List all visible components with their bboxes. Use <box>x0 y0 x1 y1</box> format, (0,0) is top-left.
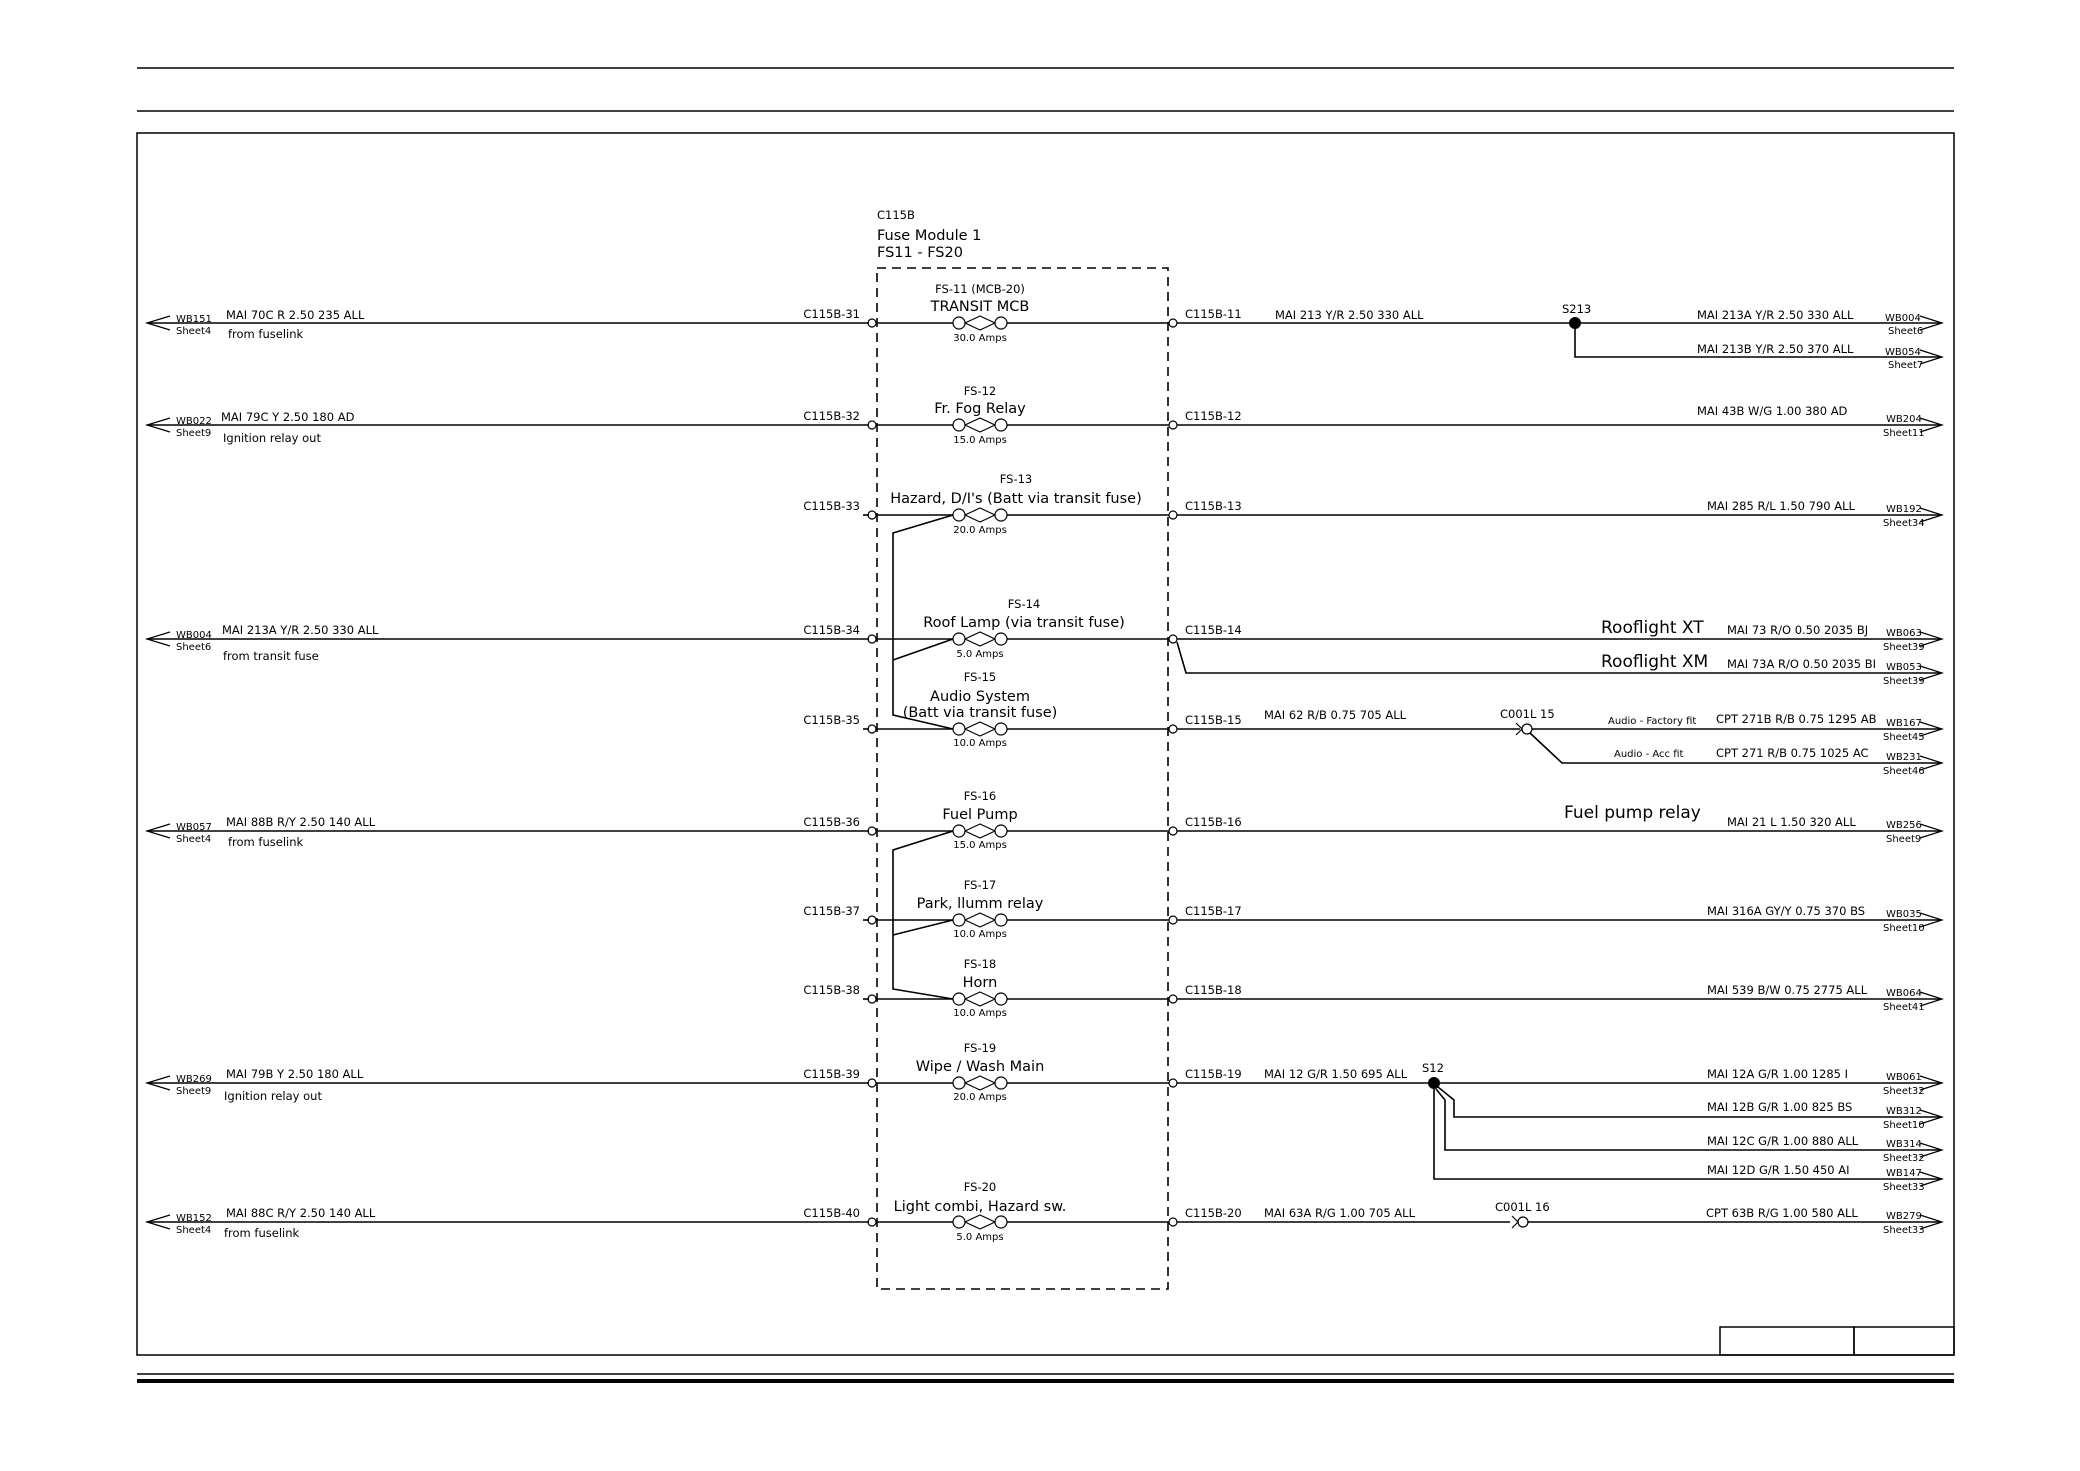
left-pin: C115B-36 <box>803 815 860 829</box>
fuse-code: FS-12 <box>963 384 997 398</box>
drawing-border <box>137 133 1954 1355</box>
fuse-rating: 15.0 Amps <box>953 840 1007 851</box>
mid-spec: MAI 63A R/G 1.00 705 ALL <box>1264 1206 1415 1220</box>
right-pin: C115B-12 <box>1185 409 1242 423</box>
left-wire-id: WB022 <box>176 416 212 427</box>
left-wire-sheet: Sheet9 <box>176 1086 212 1097</box>
row-fs19 <box>147 1041 1942 1193</box>
fuse-symbol <box>876 824 1169 838</box>
right-wire-spec: MAI 73 R/O 0.50 2035 BJ <box>1727 623 1869 637</box>
title-block-cell-1 <box>1720 1327 1854 1355</box>
fuse-code: FS-11 (MCB-20) <box>935 282 1025 296</box>
right-wire-id: WB054 <box>1885 347 1921 358</box>
left-pin: C115B-35 <box>803 713 860 727</box>
right-wire-id: WB063 <box>1886 628 1922 639</box>
splice-s213-label: S213 <box>1562 302 1592 316</box>
fuse-code: FS-17 <box>963 878 997 892</box>
fuse-rating: 10.0 Amps <box>953 929 1007 940</box>
left-wire-id: WB004 <box>176 630 212 641</box>
fuse-name-line2: (Batt via transit fuse) <box>902 705 1058 721</box>
fuse-code: FS-15 <box>963 670 997 684</box>
right-wire-sheet: Sheet34 <box>1883 518 1925 529</box>
rooflight-xt-label: Rooflight XT <box>1601 618 1704 638</box>
right-terminal <box>1169 995 1177 1003</box>
fuse-symbol <box>876 1076 1169 1090</box>
row-fs18 <box>803 957 1942 1019</box>
right-wire-sheet: Sheet11 <box>1883 428 1925 439</box>
right-wire-id: WB256 <box>1886 820 1922 831</box>
left-pin: C115B-32 <box>803 409 860 423</box>
fuse-rating: 20.0 Amps <box>953 1092 1007 1103</box>
fuse-name: Horn <box>962 975 998 991</box>
fuse-symbol <box>876 316 1169 330</box>
fuse-code: FS-16 <box>963 789 997 803</box>
left-terminal <box>868 995 876 1003</box>
left-wire-id: WB057 <box>176 822 212 833</box>
right-terminal <box>1169 725 1177 733</box>
right-wire-spec: CPT 271B R/B 0.75 1295 AB <box>1716 712 1877 726</box>
fuse-name: Park, llumm relay <box>916 896 1044 912</box>
module-range: FS11 - FS20 <box>877 245 963 261</box>
row-fs14 <box>147 597 1942 687</box>
fuse-code: FS-13 <box>999 472 1033 486</box>
right-pin: C115B-16 <box>1185 815 1242 829</box>
mid-spec: MAI 12 G/R 1.50 695 ALL <box>1264 1067 1408 1081</box>
right-wire-id: WB004 <box>1885 313 1921 324</box>
fuse-code: FS-18 <box>963 957 997 971</box>
fuse-symbol <box>876 722 1169 736</box>
right-pin: C115B-14 <box>1185 623 1242 637</box>
right-wire-id: WB147 <box>1886 1168 1922 1179</box>
fuse-name: Wipe / Wash Main <box>915 1059 1045 1075</box>
fuse-code: FS-14 <box>1007 597 1041 611</box>
right-wire-sheet: Sheet41 <box>1883 1002 1925 1013</box>
right-wire-spec: MAI 21 L 1.50 320 ALL <box>1727 815 1856 829</box>
left-wire-spec: MAI 70C R 2.50 235 ALL <box>226 308 365 322</box>
module-connector: C115B <box>877 208 915 222</box>
internal-link-14 <box>893 639 953 660</box>
left-terminal <box>868 319 876 327</box>
left-wire-note: from fuselink <box>228 327 304 341</box>
right-wire-id: WB061 <box>1886 1072 1922 1083</box>
left-wire-note: from transit fuse <box>223 649 319 663</box>
row-fs15 <box>803 670 1942 777</box>
left-wire-id: WB151 <box>176 314 212 325</box>
fuse-name: Roof Lamp (via transit fuse) <box>923 615 1125 631</box>
right-terminal <box>1169 916 1177 924</box>
right-terminal <box>1169 511 1177 519</box>
row-fs12 <box>147 384 1942 446</box>
right-wire-spec: MAI 12D G/R 1.50 450 AI <box>1707 1163 1850 1177</box>
right-wire-sheet: Sheet6 <box>1888 326 1924 337</box>
right-pin: C115B-17 <box>1185 904 1242 918</box>
left-wire-sheet: Sheet4 <box>176 326 212 337</box>
right-wire-sheet: Sheet10 <box>1883 1120 1925 1131</box>
row-fs11 <box>147 282 1942 371</box>
right-wire-id: WB314 <box>1886 1139 1922 1150</box>
right-wire-sheet: Sheet32 <box>1883 1086 1925 1097</box>
left-wire-note: Ignition relay out <box>224 1089 322 1103</box>
branch-wire <box>1434 1089 1940 1179</box>
right-terminal <box>1169 635 1177 643</box>
fuse-name: Hazard, D/I's (Batt via transit fuse) <box>890 491 1142 507</box>
right-terminal <box>1169 1218 1177 1226</box>
right-wire-sheet: Sheet39 <box>1883 676 1925 687</box>
left-wire-id: WB269 <box>176 1074 212 1085</box>
fuse-rating: 20.0 Amps <box>953 525 1007 536</box>
right-pin: C115B-18 <box>1185 983 1242 997</box>
splice-s12-label: S12 <box>1422 1061 1444 1075</box>
right-wire-id: WB053 <box>1886 662 1922 673</box>
left-terminal <box>868 511 876 519</box>
right-wire-id: WB279 <box>1886 1211 1922 1222</box>
left-wire-spec: MAI 88B R/Y 2.50 140 ALL <box>226 815 376 829</box>
fuse-symbol <box>876 1215 1169 1229</box>
right-wire-spec: MAI 316A GY/Y 0.75 370 BS <box>1707 904 1866 918</box>
fuse-symbol <box>876 913 1169 927</box>
right-terminal <box>1169 1079 1177 1087</box>
right-wire-spec: MAI 213A Y/R 2.50 330 ALL <box>1697 308 1854 322</box>
mid-spec: MAI 62 R/B 0.75 705 ALL <box>1264 708 1407 722</box>
left-wire-sheet: Sheet9 <box>176 428 212 439</box>
right-wire-id: WB064 <box>1886 988 1922 999</box>
fuse-name: TRANSIT MCB <box>930 299 1030 315</box>
right-pin: C115B-13 <box>1185 499 1242 513</box>
left-wire-note: Ignition relay out <box>223 431 321 445</box>
fuse-symbol <box>876 632 1169 646</box>
right-wire-spec: MAI 43B W/G 1.00 380 AD <box>1697 404 1848 418</box>
left-terminal <box>868 916 876 924</box>
connector-c15-label: C001L 15 <box>1500 707 1555 721</box>
fuse-rating: 15.0 Amps <box>953 435 1007 446</box>
left-wire-note: from fuselink <box>224 1226 300 1240</box>
right-wire-sheet: Sheet45 <box>1883 732 1925 743</box>
left-terminal <box>868 421 876 429</box>
right-pin: C115B-11 <box>1185 307 1242 321</box>
right-wire-id: WB204 <box>1886 414 1922 425</box>
right-wire-spec: MAI 73A R/O 0.50 2035 BI <box>1727 657 1877 671</box>
left-wire-sheet: Sheet6 <box>176 642 212 653</box>
fuse-rating: 5.0 Amps <box>956 1232 1004 1243</box>
fuse-symbol <box>876 508 1169 522</box>
fuse-rating: 10.0 Amps <box>953 1008 1007 1019</box>
right-terminal <box>1169 319 1177 327</box>
left-wire-spec: MAI 213A Y/R 2.50 330 ALL <box>222 623 379 637</box>
right-wire-spec: MAI 12C G/R 1.00 880 ALL <box>1707 1134 1859 1148</box>
right-wire-id: WB167 <box>1886 718 1922 729</box>
right-wire-spec: MAI 12B G/R 1.00 825 BS <box>1707 1100 1853 1114</box>
right-wire-sheet: Sheet9 <box>1886 834 1922 845</box>
right-pin: C115B-19 <box>1185 1067 1242 1081</box>
right-terminal <box>1169 421 1177 429</box>
left-wire-sheet: Sheet4 <box>176 834 212 845</box>
row-fs16 <box>147 789 1942 851</box>
left-terminal <box>868 635 876 643</box>
fuse-symbol <box>876 418 1169 432</box>
right-wire-id: WB312 <box>1886 1106 1922 1117</box>
left-pin: C115B-38 <box>803 983 860 997</box>
left-wire-id: WB152 <box>176 1213 212 1224</box>
left-terminal <box>868 1218 876 1226</box>
module-name: Fuse Module 1 <box>877 228 982 244</box>
left-pin: C115B-31 <box>803 307 860 321</box>
fuse-name: Fuel Pump <box>942 807 1018 823</box>
audio-acc-label: Audio - Acc fit <box>1614 749 1684 760</box>
right-wire-sheet: Sheet33 <box>1883 1182 1925 1193</box>
right-wire-sheet: Sheet33 <box>1883 1225 1925 1236</box>
right-wire-spec: MAI 213B Y/R 2.50 370 ALL <box>1697 342 1854 356</box>
left-terminal <box>868 827 876 835</box>
fuse-rating: 5.0 Amps <box>956 649 1004 660</box>
right-wire-spec: CPT 63B R/G 1.00 580 ALL <box>1706 1206 1858 1220</box>
branch-wire <box>1438 1087 1940 1117</box>
left-wire-sheet: Sheet4 <box>176 1225 212 1236</box>
branch-wire <box>1436 1089 1940 1150</box>
right-wire-spec: MAI 12A G/R 1.00 1285 I <box>1707 1067 1848 1081</box>
right-wire-spec: MAI 539 B/W 0.75 2775 ALL <box>1707 983 1868 997</box>
fuse-rating: 30.0 Amps <box>953 333 1007 344</box>
rooflight-xm-label: Rooflight XM <box>1601 652 1709 672</box>
left-pin: C115B-33 <box>803 499 860 513</box>
right-wire-sheet: Sheet10 <box>1883 923 1925 934</box>
left-pin: C115B-40 <box>803 1206 860 1220</box>
internal-bus-16-18 <box>893 831 953 999</box>
right-wire-id: WB231 <box>1886 752 1922 763</box>
connector-c16-label: C001L 16 <box>1495 1200 1550 1214</box>
row-fs17 <box>803 878 1942 940</box>
left-wire-spec: MAI 79B Y 2.50 180 ALL <box>226 1067 364 1081</box>
left-pin: C115B-39 <box>803 1067 860 1081</box>
left-wire-note: from fuselink <box>228 835 304 849</box>
fuse-rating: 10.0 Amps <box>953 738 1007 749</box>
right-wire-id: WB035 <box>1886 909 1922 920</box>
right-pin: C115B-20 <box>1185 1206 1242 1220</box>
fuse-name: Audio System <box>930 689 1030 705</box>
fuse-name: Fr. Fog Relay <box>934 401 1026 417</box>
mid-spec: MAI 213 Y/R 2.50 330 ALL <box>1275 308 1424 322</box>
audio-factory-label: Audio - Factory fit <box>1608 716 1697 727</box>
left-wire-spec: MAI 88C R/Y 2.50 140 ALL <box>226 1206 376 1220</box>
right-wire-id: WB192 <box>1886 504 1922 515</box>
fuel-pump-relay-label: Fuel pump relay <box>1564 803 1701 823</box>
left-pin: C115B-34 <box>803 623 860 637</box>
right-wire-sheet: Sheet39 <box>1883 642 1925 653</box>
fuse-module-box <box>877 268 1168 1289</box>
right-pin: C115B-15 <box>1185 713 1242 727</box>
left-wire-spec: MAI 79C Y 2.50 180 AD <box>221 410 355 424</box>
right-wire-sheet: Sheet32 <box>1883 1153 1925 1164</box>
inline-connector-c16 <box>1512 1216 1528 1228</box>
internal-link-17 <box>893 920 953 935</box>
fuse-code: FS-20 <box>963 1180 997 1194</box>
right-wire-sheet: Sheet46 <box>1883 766 1925 777</box>
fuse-code: FS-19 <box>963 1041 997 1055</box>
right-wire-sheet: Sheet7 <box>1888 360 1924 371</box>
left-terminal <box>868 725 876 733</box>
right-wire-spec: CPT 271 R/B 0.75 1025 AC <box>1716 746 1869 760</box>
right-wire-spec: MAI 285 R/L 1.50 790 ALL <box>1707 499 1855 513</box>
row-fs20 <box>147 1180 1942 1243</box>
left-pin: C115B-37 <box>803 904 860 918</box>
fuse-name: Light combi, Hazard sw. <box>893 1199 1067 1215</box>
row-fs13 <box>803 472 1942 536</box>
title-block-cell-2 <box>1854 1327 1954 1355</box>
left-terminal <box>868 1079 876 1087</box>
right-terminal <box>1169 827 1177 835</box>
